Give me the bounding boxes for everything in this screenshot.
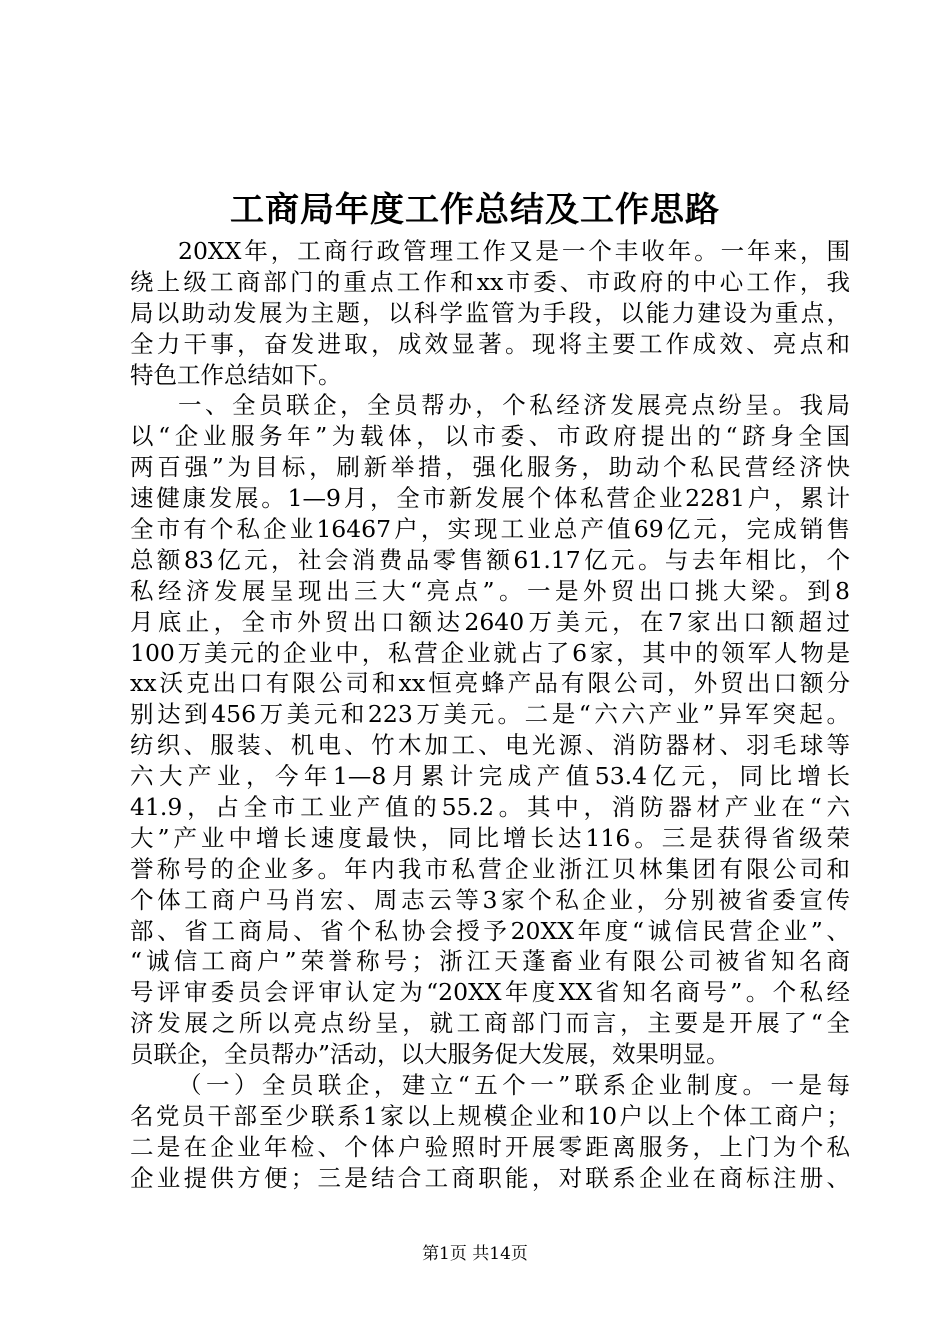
body-text-line: 总额83亿元，社会消费品零售额61.17亿元。与去年相比，个 bbox=[130, 545, 850, 574]
body-text-line: 大”产业中增长速度最快，同比增长达116。三是获得省级荣 bbox=[130, 823, 850, 852]
body-text-line: 速健康发展。1—9月，全市新发展个体私营企业2281户，累计 bbox=[130, 484, 850, 513]
body-text-line: 誉称号的企业多。年内我市私营企业浙江贝林集团有限公司和 bbox=[130, 854, 850, 883]
body-text-line: 100万美元的企业中，私营企业就占了6家，其中的领军人物是 bbox=[130, 638, 850, 667]
body-text-line: （一）全员联企，建立“五个一”联系企业制度。一是每 bbox=[178, 1071, 850, 1100]
body-text-line: 20XX年，工商行政管理工作又是一个丰收年。一年来，围 bbox=[178, 237, 850, 265]
body-text-line: 特色工作总结如下。 bbox=[130, 360, 342, 389]
body-text-line: “诚信工商户”荣誉称号；浙江天蓬畜业有限公司被省知名商 bbox=[130, 947, 850, 976]
body-text-line: 号评审委员会评审认定为“20XX年度XX省知名商号”。个私经 bbox=[130, 978, 850, 1007]
body-text-line: 别达到456万美元和223万美元。二是“六六产业”异军突起。 bbox=[130, 700, 850, 729]
body-text-line: 六大产业，今年1—8月累计完成产值53.4亿元，同比增长 bbox=[130, 762, 850, 791]
body-text-line: 一、全员联企，全员帮办，个私经济发展亮点纷呈。我局 bbox=[178, 391, 850, 420]
body-text-line: xx沃克出口有限公司和xx恒亮蜂产品有限公司，外贸出口额分 bbox=[130, 669, 850, 698]
body-text-line: 济发展之所以亮点纷呈，就工商部门而言，主要是开展了“全 bbox=[130, 1009, 850, 1038]
body-text-line: 两百强”为目标，刷新举措，强化服务，助动个私民营经济快 bbox=[130, 453, 850, 482]
body-text-line: 全力干事，奋发进取，成效显著。现将主要工作成效、亮点和 bbox=[130, 329, 850, 358]
body-text-line: 纺织、服装、机电、竹木加工、电光源、消防器材、羽毛球等 bbox=[130, 731, 850, 760]
body-text-line: 二是在企业年检、个体户验照时开展零距离服务，上门为个私 bbox=[130, 1132, 850, 1161]
body-text-line: 名党员干部至少联系1家以上规模企业和10户以上个体工商户； bbox=[130, 1101, 850, 1130]
document-title: 工商局年度工作总结及工作思路 bbox=[230, 190, 720, 230]
body-text-line: 私经济发展呈现出三大“亮点”。一是外贸出口挑大梁。到8 bbox=[130, 576, 850, 605]
body-text-line: 部、省工商局、省个私协会授予20XX年度“诚信民营企业”、 bbox=[130, 916, 850, 945]
body-text-line: 绕上级工商部门的重点工作和xx市委、市政府的中心工作，我 bbox=[130, 267, 850, 296]
body-text-line: 月底止，全市外贸出口额达2640万美元，在7家出口额超过 bbox=[130, 607, 850, 636]
page-footer: 第1页 共14页 bbox=[422, 1244, 528, 1264]
body-text-line: 以“企业服务年”为载体，以市委、市政府提出的“跻身全国 bbox=[130, 422, 850, 451]
body-text-line: 个体工商户马肖宏、周志云等3家个私企业，分别被省委宣传 bbox=[130, 885, 850, 914]
body-text-line: 41.9，占全市工业产值的55.2。其中，消防器材产业在“六 bbox=[130, 793, 850, 822]
body-text-line: 全市有个私企业16467户，实现工业总产值69亿元，完成销售 bbox=[130, 515, 850, 544]
body-text-line: 员联企，全员帮办”活动，以大服务促大发展，效果明显。 bbox=[130, 1040, 730, 1069]
body-text-line: 局以助动发展为主题，以科学监管为手段，以能力建设为重点， bbox=[130, 298, 850, 327]
body-text-line: 企业提供方便；三是结合工商职能，对联系企业在商标注册、 bbox=[130, 1163, 850, 1192]
document-body bbox=[130, 236, 850, 1194]
